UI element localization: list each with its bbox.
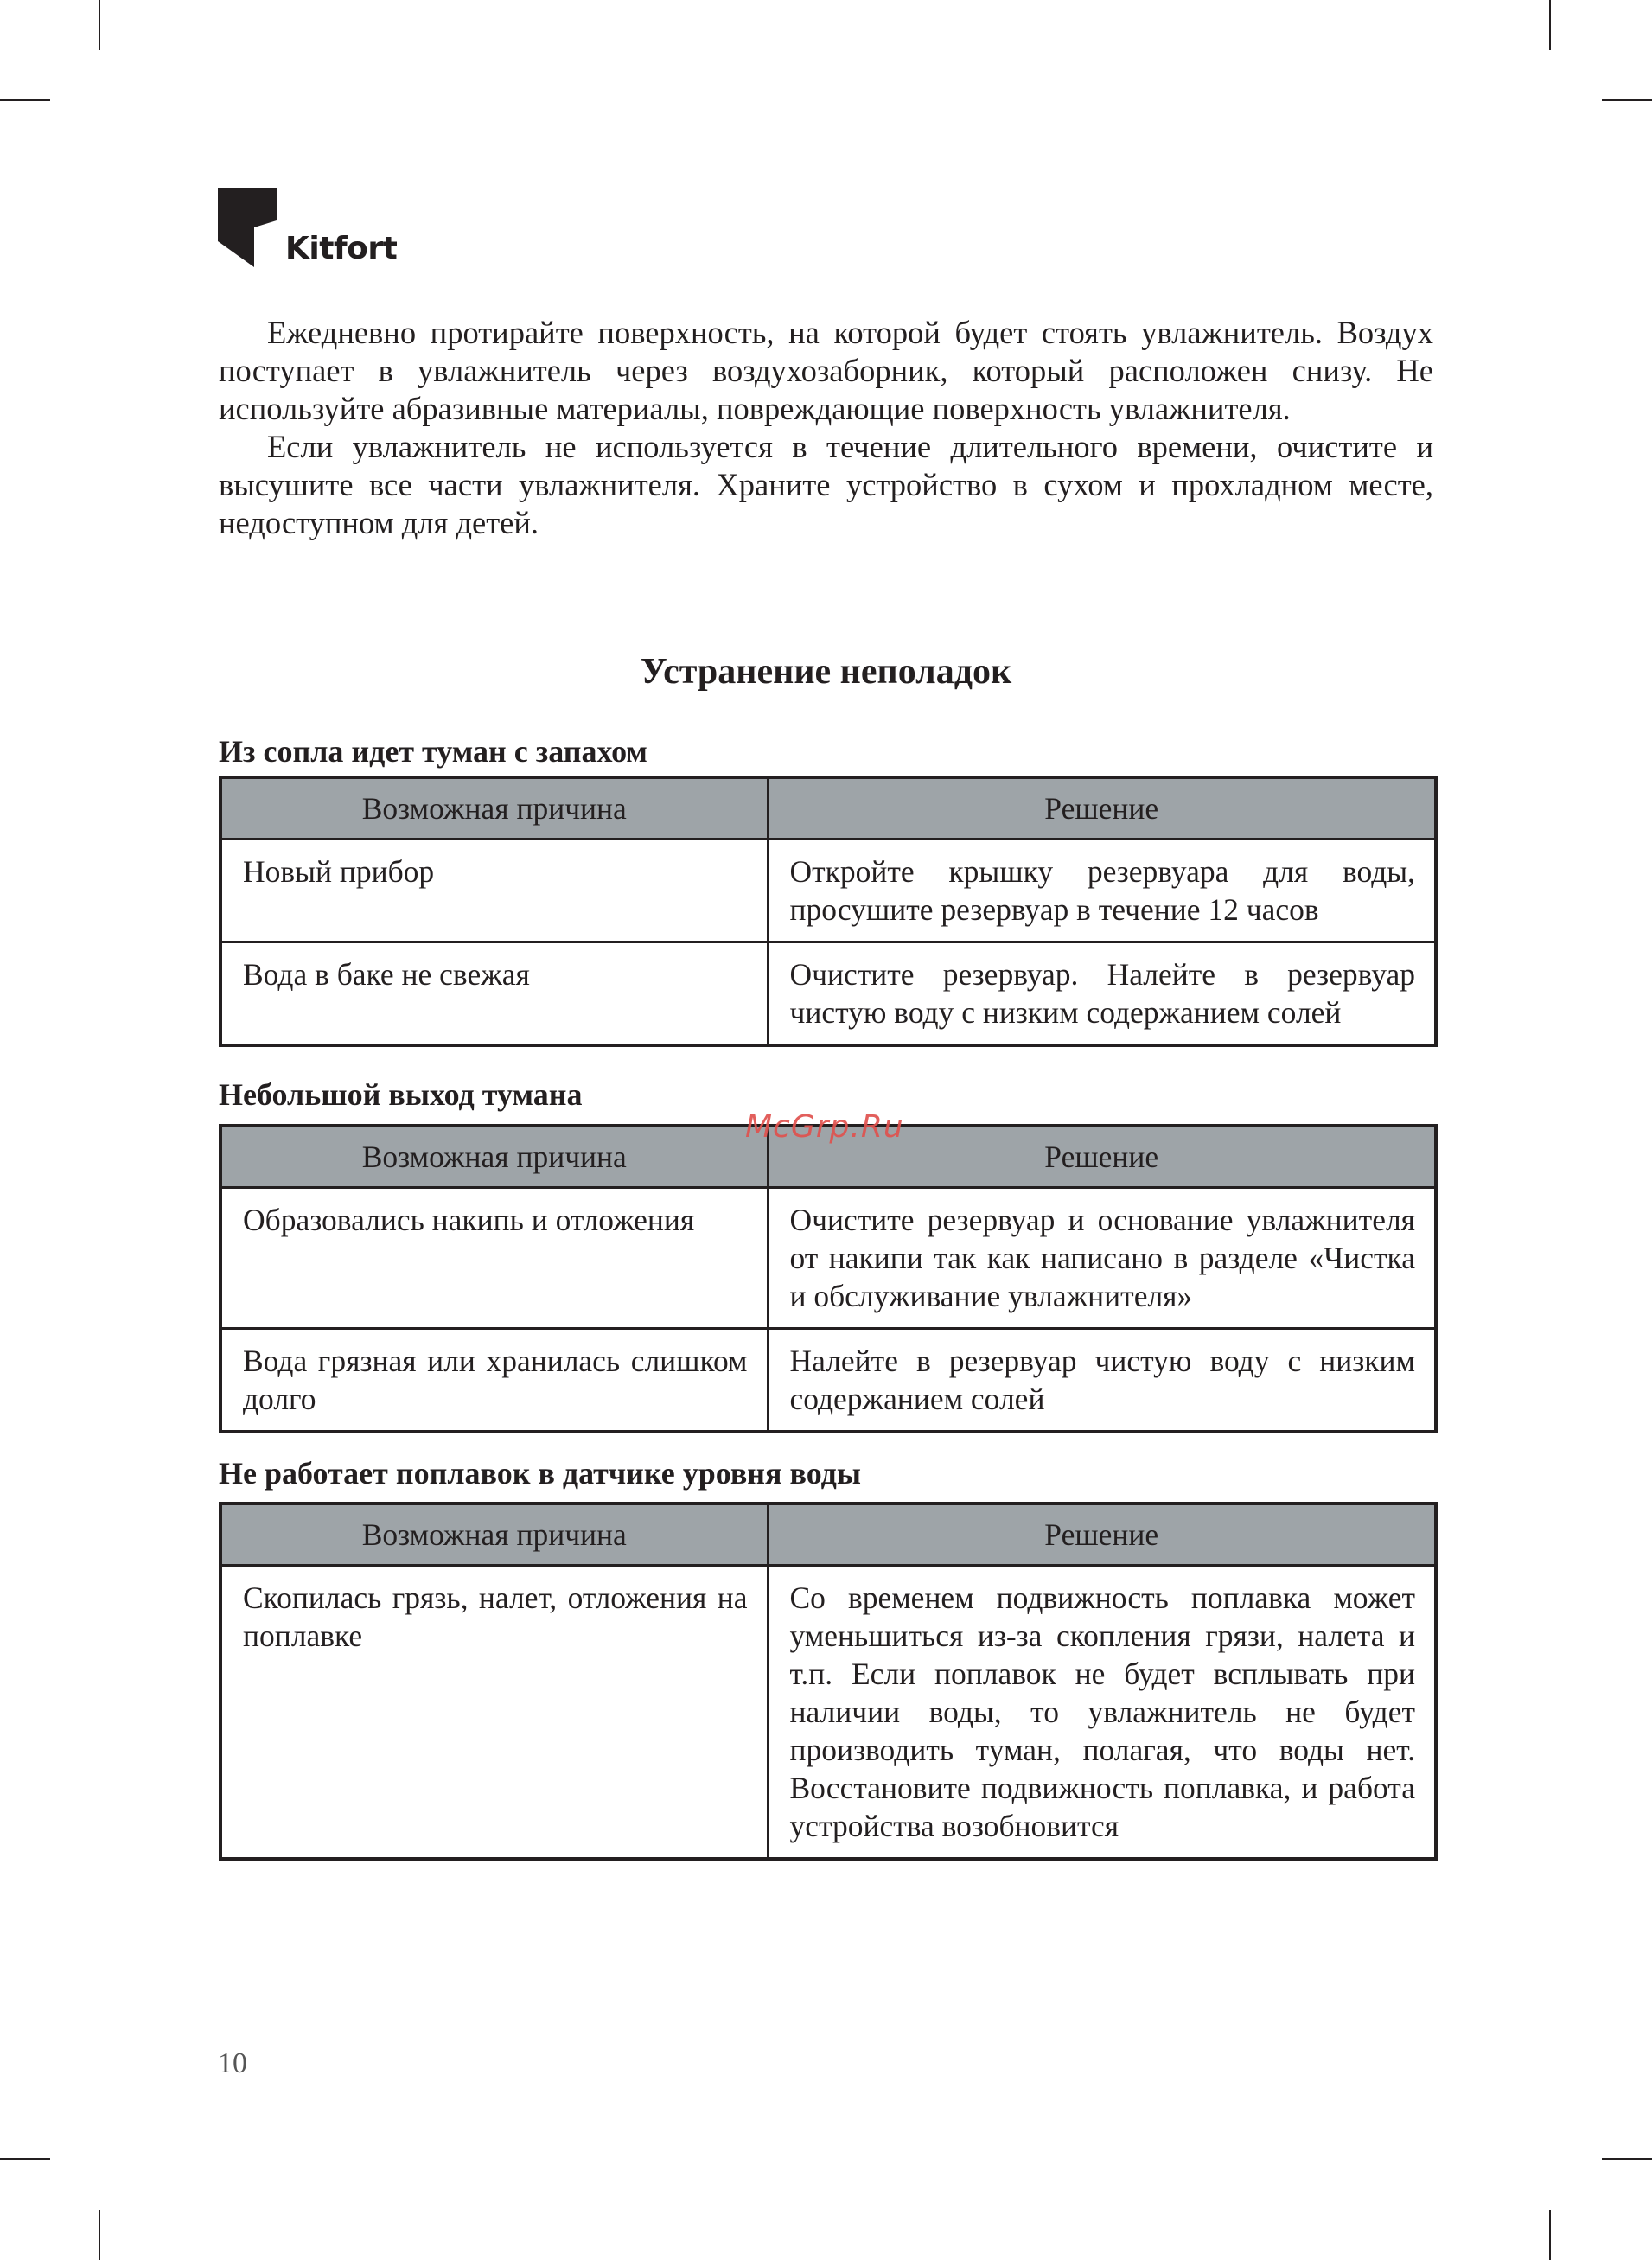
brand-name: Kitfort: [285, 231, 398, 266]
cause-cell: Вода грязная или хранилась слишком долго: [220, 1329, 768, 1433]
problem-heading: Небольшой выход тумана: [219, 1077, 583, 1112]
problem-heading: Из сопла идет туман с запахом: [219, 734, 647, 769]
crop-mark: [99, 0, 100, 50]
problem-heading: Не работает поплавок в датчике уровня воды: [219, 1456, 861, 1491]
intro-paragraph: Если увлажнитель не используется в течение длительного времени, очистите и высушите все части увлажнителя. Храните устройство в сухом и прохладном месте, недоступном для детей.: [219, 429, 1433, 540]
column-header-cause: Возможная причина: [220, 777, 768, 840]
cause-cell: Вода в баке не свежая: [220, 942, 768, 1046]
solution-cell: Налейте в резервуар чистую воду с низким содержанием солей: [768, 1329, 1436, 1433]
cause-cell: Новый прибор: [220, 840, 768, 942]
page-number: 10: [218, 2047, 247, 2079]
solution-cell: Очистите резервуар. Налейте в резервуар чистую воду с низким содержанием солей: [768, 942, 1436, 1046]
table-row: [220, 942, 1436, 1046]
troubleshooting-table: [219, 776, 1438, 1047]
cause-cell: Скопилась грязь, налет, отложения на поплавке: [220, 1566, 768, 1860]
troubleshooting-table: [219, 1124, 1438, 1433]
section-title: Устранение неполадок: [640, 652, 1012, 692]
intro-paragraph: Ежедневно протирайте поверхность, на которой будет стоять увлажнитель. Воздух поступает в увлажнитель через воздухозаборник, который расположен снизу. Не используйте абразивные материалы, повреждающие поверхность увлажнителя.: [219, 315, 1433, 426]
crop-mark: [1602, 2158, 1652, 2160]
table-row: [220, 1188, 1436, 1329]
crop-mark: [0, 2158, 50, 2160]
column-header-solution: Решение: [768, 777, 1436, 840]
kitfort-logo: [218, 188, 397, 267]
watermark: McGrp.Ru: [745, 1109, 904, 1145]
table-header-row: [220, 1503, 1436, 1566]
crop-mark: [1549, 0, 1551, 50]
crop-mark: [1549, 2210, 1551, 2260]
crop-mark: [0, 99, 50, 101]
column-header-cause: Возможная причина: [220, 1126, 768, 1188]
intro-text: [219, 314, 1433, 542]
solution-cell: Очистите резервуар и основание увлажнителя от накипи так как написано в разделе «Чистка и обслуживание увлажнителя»: [768, 1188, 1436, 1329]
column-header-solution: Решение: [768, 1126, 1436, 1188]
solution-cell: Откройте крышку резервуара для воды, просушите резервуар в течение 12 часов: [768, 840, 1436, 942]
table-row: [220, 840, 1436, 942]
table-row: [220, 1329, 1436, 1433]
column-header-solution: Решение: [768, 1503, 1436, 1566]
column-header-cause: Возможная причина: [220, 1503, 768, 1566]
table-header-row: [220, 777, 1436, 840]
crop-mark: [1602, 99, 1652, 101]
kitfort-logo-icon: [218, 188, 277, 267]
crop-mark: [99, 2210, 100, 2260]
cause-cell: Образовались накипь и отложения: [220, 1188, 768, 1329]
solution-cell: Со временем подвижность поплавка может уменьшиться из-за скопления грязи, налета и т.п. Если поплавок не будет всплывать при наличии воды, то увлажнитель не будет производить туман, полагая, что воды нет. Восстановите подвижность поплавка, и работа устройства возобновится: [768, 1566, 1436, 1860]
table-row: [220, 1566, 1436, 1860]
troubleshooting-table: [219, 1502, 1438, 1861]
